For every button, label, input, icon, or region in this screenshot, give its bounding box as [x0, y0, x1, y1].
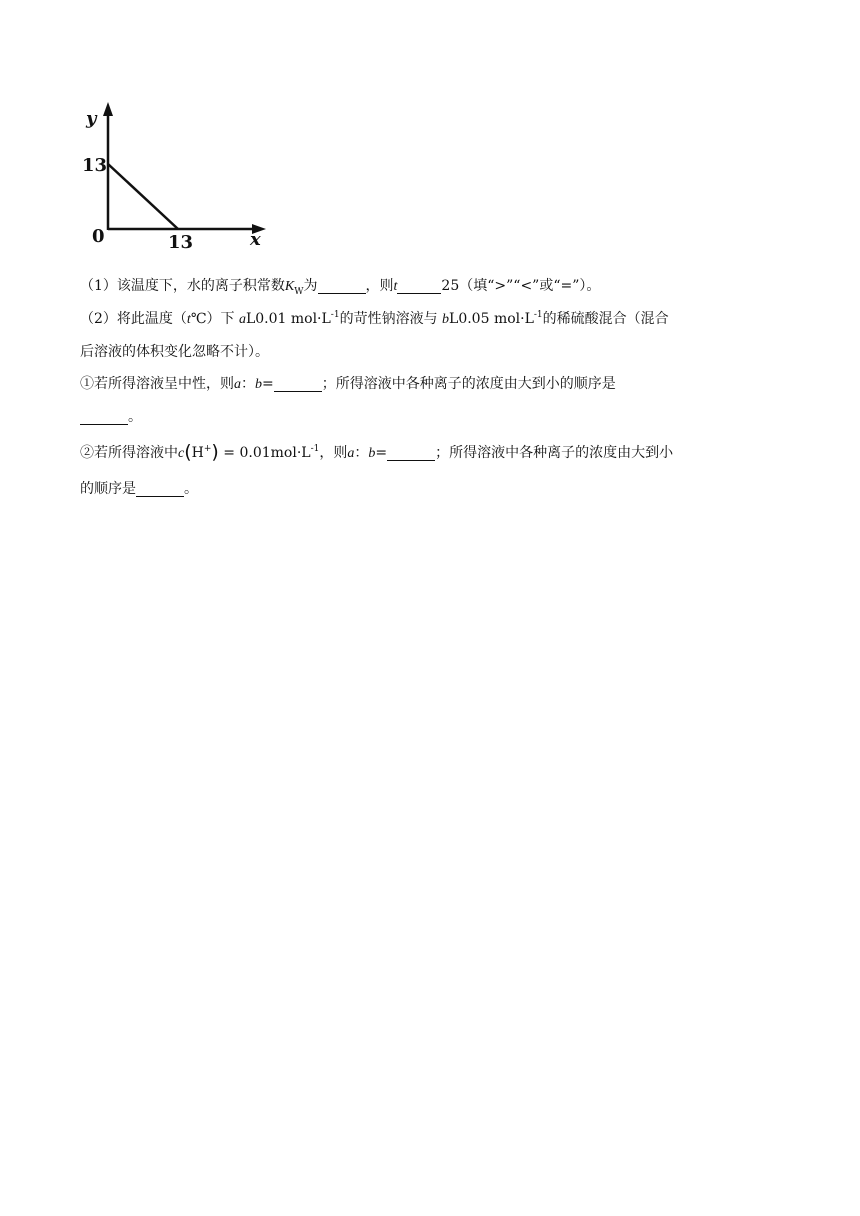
y-axis-label: y: [86, 108, 97, 129]
h-charge: +: [203, 444, 212, 454]
x-axis-label: x: [250, 229, 261, 250]
q22-a-symbol: a: [347, 446, 355, 461]
q1-then: ，则: [365, 278, 394, 294]
h2so4-conc: L0.05: [449, 311, 490, 327]
q22-text-3: ；所得溶液中各种离子的浓度由大到小: [435, 445, 674, 461]
origin-label: 0: [92, 226, 105, 247]
naoh-unit-exp: -1: [330, 310, 340, 320]
q22-colon: ：: [354, 445, 369, 461]
h-conc-exp: -1: [310, 444, 320, 454]
q1-prefix: （1）该温度下，水的离子积常数: [80, 278, 285, 294]
q22-eq: =: [375, 445, 388, 461]
kw-blank[interactable]: [318, 273, 366, 294]
q21-eq: =: [262, 376, 274, 392]
q1-tail: 25（填“>”“<”或“=”）。: [441, 278, 601, 294]
q2-t-symbol: t: [186, 312, 191, 327]
kw-symbol: K: [284, 279, 295, 294]
question-2-1-line-2: [80, 401, 790, 433]
right-paren: ): [211, 441, 219, 463]
y-axis-arrow: [103, 102, 113, 116]
q2-b-symbol: b: [442, 312, 450, 327]
q2-text-3: 的苛性钠溶液与: [339, 311, 438, 327]
order-blank-2[interactable]: [136, 476, 184, 497]
ratio-blank-1[interactable]: [274, 371, 322, 392]
question-2-2-line-2: [80, 473, 790, 505]
question-text: [80, 270, 790, 505]
q2-text-2: ℃）下: [190, 311, 235, 327]
graph-svg: [78, 98, 278, 258]
q2-a-symbol: a: [238, 312, 246, 327]
q21-text-2: ；所得溶液中各种离子的浓度由大到小的顺序是: [321, 376, 616, 392]
c-symbol: c: [178, 446, 185, 461]
h-conc-value: = 0.01mol·L: [218, 445, 311, 461]
question-2: [80, 303, 790, 336]
question-2-line-2: [80, 336, 790, 368]
q22-text-2: ，则: [319, 445, 348, 461]
naoh-conc: L0.01: [245, 311, 287, 327]
h-symbol: H: [191, 445, 204, 461]
left-paren: (: [184, 441, 192, 463]
q2-text-5: 后溶液的体积变化忽略不计）。: [80, 344, 269, 360]
y-intercept-label: 13: [82, 155, 108, 176]
question-2-2: [80, 433, 790, 473]
h2so4-unit-exp: -1: [533, 310, 543, 320]
ph-graph: [78, 98, 278, 258]
q21-b-symbol: b: [255, 377, 262, 392]
q21-colon: ：: [241, 376, 255, 392]
order-blank-1[interactable]: [80, 404, 128, 425]
question-2-1: [80, 368, 790, 401]
q2-text-4: 的稀硫酸混合（混合: [542, 311, 669, 327]
t-symbol: t: [393, 279, 398, 294]
q22-end: 。: [184, 481, 198, 497]
ratio-blank-2[interactable]: [387, 440, 435, 461]
q22-b-symbol: b: [368, 446, 376, 461]
t-blank[interactable]: [397, 273, 441, 294]
q21-a-symbol: a: [234, 377, 241, 392]
kw-subscript: W: [294, 286, 304, 297]
q1-mid: 为: [303, 278, 318, 294]
naoh-unit: mol·L: [290, 311, 331, 327]
h2so4-unit: mol·L: [493, 311, 534, 327]
q22-text-4: 的顺序是: [80, 481, 136, 497]
q21-end: 。: [128, 409, 142, 425]
x-intercept-label: 13: [168, 232, 194, 253]
question-1: [80, 270, 790, 303]
q22-text-1: ②若所得溶液中: [80, 445, 178, 461]
data-line: [108, 164, 178, 229]
q2-text-1: （2）将此温度（: [80, 311, 187, 327]
q21-text-1: ①若所得溶液呈中性，则: [80, 376, 234, 392]
